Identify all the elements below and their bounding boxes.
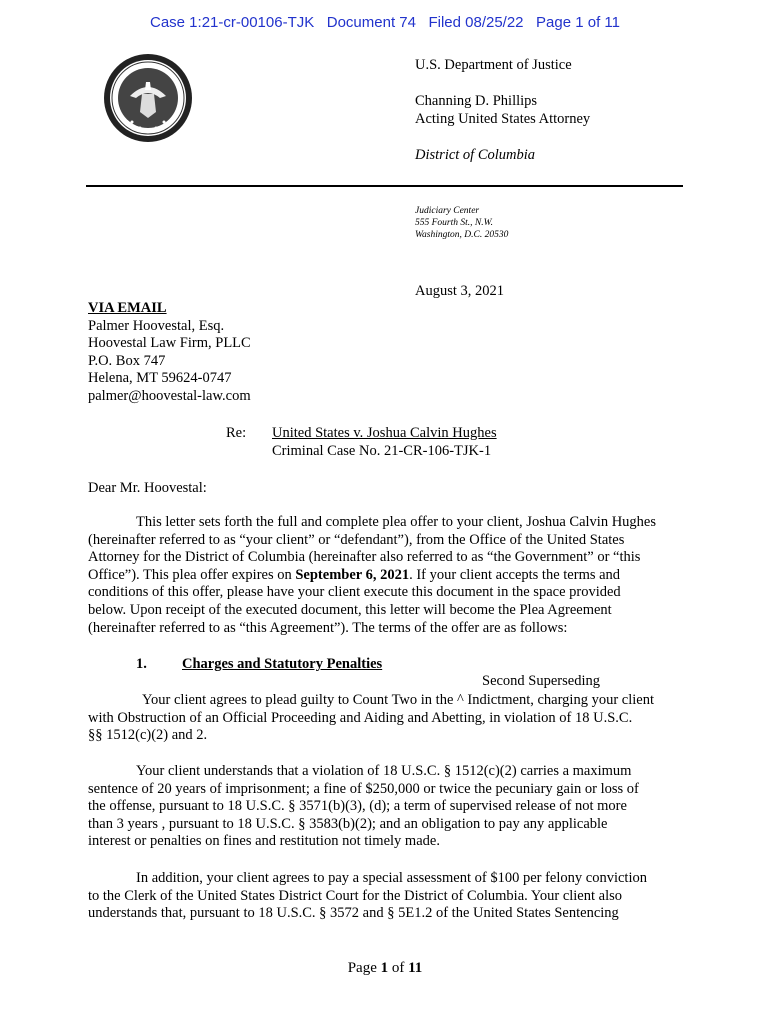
letter-date: August 3, 2021 — [415, 283, 505, 299]
address-line: Judiciary Center — [415, 206, 480, 216]
recipient-block — [88, 300, 251, 406]
section1-paragraph3 — [88, 870, 683, 923]
section1-paragraph1 — [88, 692, 683, 745]
letterhead-divider — [86, 185, 683, 187]
text-line: than 3 years , pursuant to 18 U.S.C. § 3583(b)(2); and an obligation to pay any applicable — [88, 815, 608, 832]
page-total: 11 — [408, 960, 423, 976]
expiration-date: September 6, 2021 — [295, 566, 410, 583]
section-number: 1. — [136, 656, 147, 672]
case-number: Criminal Case No. 21-CR-106-TJK-1 — [272, 442, 492, 459]
text-line: (hereinafter referred to as “this Agreement”). The terms of the offer are as follows: — [88, 619, 568, 636]
re-label: Re: — [226, 425, 247, 441]
text-segment: . If your client accepts the terms and — [409, 566, 621, 583]
office-address — [415, 205, 508, 241]
text-line: Your client agrees to plead guilty to Count Two in the ^ Indictment, charging your client — [142, 692, 654, 708]
text-segment: Office”). This plea offer expires on — [88, 566, 296, 583]
ecf-filing-header: Case 1:21-cr-00106-TJK Document 74 Filed 08/25/22 Page 1 of 11 — [150, 14, 620, 31]
page-number: 1 — [380, 960, 389, 976]
text-line: This letter sets forth the full and complete plea offer to your client, Joshua Calvin Hughes — [136, 514, 656, 530]
text-line: Your client understands that a violation of 18 U.S.C. § 1512(c)(2) carries a maximum — [136, 763, 632, 779]
salutation: Dear Mr. Hoovestal: — [88, 480, 207, 496]
recipient-city: Helena, MT 59624-0747 — [88, 370, 232, 387]
recipient-firm: Hoovestal Law Firm, PLLC — [88, 335, 251, 352]
intro-paragraph — [88, 514, 683, 637]
text-line — [88, 567, 683, 585]
address-line: 555 Fourth St., N.W. — [415, 218, 494, 228]
text-line: to the Clerk of the United States District Court for the District of Columbia. Your client also — [88, 887, 623, 904]
page-word: Page — [347, 960, 381, 976]
district-name: District of Columbia — [415, 147, 536, 163]
case-name: United States v. Joshua Calvin Hughes — [272, 425, 497, 441]
text-line: conditions of this offer, please have your client execute this document in the space provided — [88, 584, 621, 601]
address-line: Washington, D.C. 20530 — [415, 230, 509, 240]
text-line: below. Upon receipt of the executed document, this letter will become the Plea Agreement — [88, 601, 612, 618]
recipient-email: palmer@hoovestal-law.com — [88, 387, 251, 404]
of-word: of — [388, 960, 409, 976]
text-line: Attorney for the District of Columbia (hereinafter also referred to as “the Government” or “this — [88, 549, 641, 566]
section-title: Charges and Statutory Penalties — [182, 656, 383, 672]
section1-paragraph2 — [88, 763, 683, 851]
re-block — [272, 425, 497, 460]
attorney-name: Channing D. Phillips — [415, 93, 538, 109]
department-name: U.S. Department of Justice — [415, 57, 572, 73]
text-line: §§ 1512(c)(2) and 2. — [88, 727, 208, 744]
recipient-po-box: P.O. Box 747 — [88, 352, 166, 369]
text-line: In addition, your client agrees to pay a special assessment of $100 per felony conviction — [136, 870, 647, 886]
text-line: interest or penalties on fines and restitution not timely made. — [88, 833, 440, 850]
text-line: the offense, pursuant to 18 U.S.C. § 3571(b)(3), (d); a term of supervised release of not more — [88, 798, 627, 815]
text-line: understands that, pursuant to 18 U.S.C. § 3572 and § 5E1.2 of the United States Sentencing — [88, 905, 619, 922]
page-footer — [0, 960, 770, 977]
text-line: sentence of 20 years of imprisonment; a fine of $250,000 or twice the pecuniary gain or loss of — [88, 780, 639, 797]
handwritten-insert-note: Second Superseding — [482, 673, 600, 689]
attorney-title: Acting United States Attorney — [415, 111, 591, 127]
doj-seal-icon — [102, 52, 194, 144]
delivery-method: VIA EMAIL — [88, 300, 167, 316]
text-line: with Obstruction of an Official Proceeding and Aiding and Abetting, in violation of 18 U.S.C. — [88, 709, 633, 726]
recipient-name: Palmer Hoovestal, Esq. — [88, 317, 225, 334]
text-line: (hereinafter referred to as “your client” or “defendant”), from the Office of the United States — [88, 531, 625, 548]
